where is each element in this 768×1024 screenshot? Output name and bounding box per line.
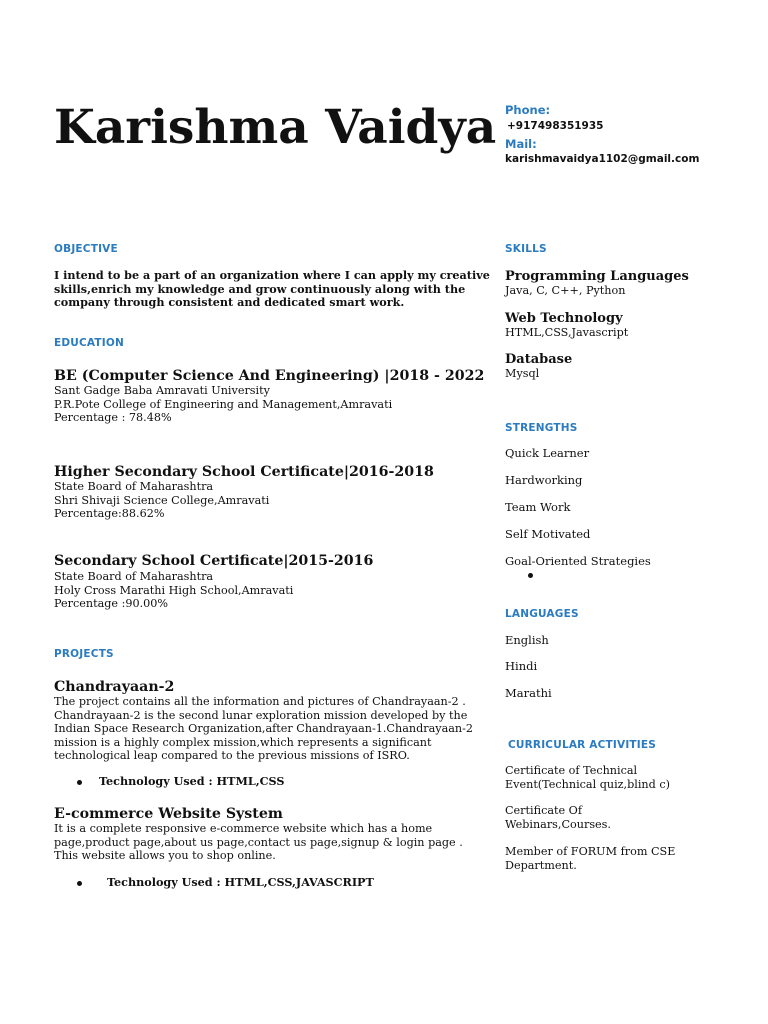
skill-heading: Web Technology (505, 311, 623, 326)
activity-line: Certificate of Technical (505, 764, 638, 777)
education-line: Percentage :90.00% (54, 597, 169, 611)
education-heading: Higher Secondary School Certificate|2016-2018 (54, 464, 434, 480)
activity-item (505, 764, 670, 791)
education-line: Percentage : 78.48% (54, 411, 172, 425)
education-line: Holy Cross Marathi High School,Amravati (54, 583, 294, 597)
project-line: This website allows you to shop online. (54, 849, 276, 863)
objective-title: OBJECTIVE (54, 243, 118, 255)
activity-line: Certificate Of (505, 804, 582, 817)
education-line: State Board of Maharashtra (54, 570, 214, 583)
project-heading: E-commerce Website System (54, 806, 283, 822)
activity-item (505, 804, 611, 831)
project-description (54, 695, 473, 763)
bullet-icon (77, 881, 82, 886)
education-line: P.R.Pote College of Engineering and Management,Amravati (54, 397, 393, 411)
project-line: Indian Space Research Organization,after Chandrayaan-1.Chandrayaan-2 (54, 722, 474, 736)
education-line: Shri Shivaji Science College,Amravati (54, 493, 270, 507)
strength-item: Hardworking (505, 473, 583, 487)
skill-heading: Database (505, 352, 573, 367)
education-line: Sant Gadge Baba Amravati University (54, 384, 270, 397)
skill-heading: Programming Languages (505, 269, 689, 284)
activity-line: Member of FORUM from CSE (505, 845, 676, 858)
bullet-icon (528, 573, 533, 578)
strength-item: Quick Learner (505, 446, 590, 460)
education-heading: BE (Computer Science And Engineering) |2018 - 2022 (54, 368, 485, 384)
education-line: Percentage:88.62% (54, 507, 165, 521)
phone-label: Phone: (505, 103, 551, 117)
project-line: mission is a highly complex mission,which represents a significant (54, 735, 432, 749)
language-item: Hindi (505, 659, 538, 673)
skill-detail: Mysql (505, 367, 540, 380)
project-heading: Chandrayaan-2 (54, 679, 175, 695)
language-item: Marathi (505, 686, 552, 700)
activity-line: Department. (505, 858, 577, 872)
mail-value: karishmavaidya1102@gmail.com (505, 153, 700, 165)
strength-item: Goal-Oriented Strategies (505, 554, 651, 568)
education-title: EDUCATION (54, 337, 125, 349)
mail-label: Mail: (505, 137, 537, 151)
education-line: State Board of Maharashtra (54, 480, 214, 493)
languages-title: LANGUAGES (505, 608, 579, 620)
objective-line: skills,enrich my knowledge and grow continuously along with the (54, 281, 466, 296)
objective-line: I intend to be a part of an organization where I can apply my creative (54, 268, 490, 282)
skill-detail: Java, C, C++, Python (505, 284, 626, 297)
skill-detail: HTML,CSS,Javascript (505, 326, 629, 339)
project-line: It is a complete responsive e-commerce website which has a home (54, 822, 433, 835)
language-item: English (505, 633, 549, 647)
strength-item: Team Work (505, 500, 571, 514)
projects-title: PROJECTS (54, 648, 114, 660)
bullet-icon (77, 780, 82, 785)
candidate-name: Karishma Vaidya (54, 100, 497, 155)
strength-item: Self Motivated (505, 527, 591, 541)
objective-text (54, 269, 490, 310)
project-line: Chandrayaan-2 is the second lunar exploration mission developed by the (54, 708, 468, 722)
education-details (54, 480, 269, 521)
skills-title: SKILLS (505, 243, 547, 255)
education-heading: Secondary School Certificate|2015-2016 (54, 553, 374, 569)
project-technology: Technology Used : HTML,CSS (99, 774, 285, 788)
project-line: page,product page,about us page,contact us page,signup & login page . (54, 835, 463, 849)
project-description (54, 822, 463, 863)
project-line: The project contains all the information and pictures of Chandrayaan-2 . (54, 695, 466, 708)
project-line: technological leap compared to the previous missions of ISRO. (54, 749, 410, 763)
phone-value: +917498351935 (507, 120, 604, 132)
project-technology: Technology Used : HTML,CSS,JAVASCRIPT (107, 875, 374, 889)
activity-line: Webinars,Courses. (505, 817, 611, 831)
objective-line: company through consistent and dedicated smart work. (54, 295, 405, 310)
activity-line: Event(Technical quiz,blind c) (505, 777, 670, 791)
strengths-title: STRENGTHS (505, 422, 578, 434)
education-details (54, 570, 293, 611)
education-details (54, 384, 392, 425)
activities-title: CURRICULAR ACTIVITIES (508, 739, 657, 751)
activity-item (505, 845, 675, 872)
